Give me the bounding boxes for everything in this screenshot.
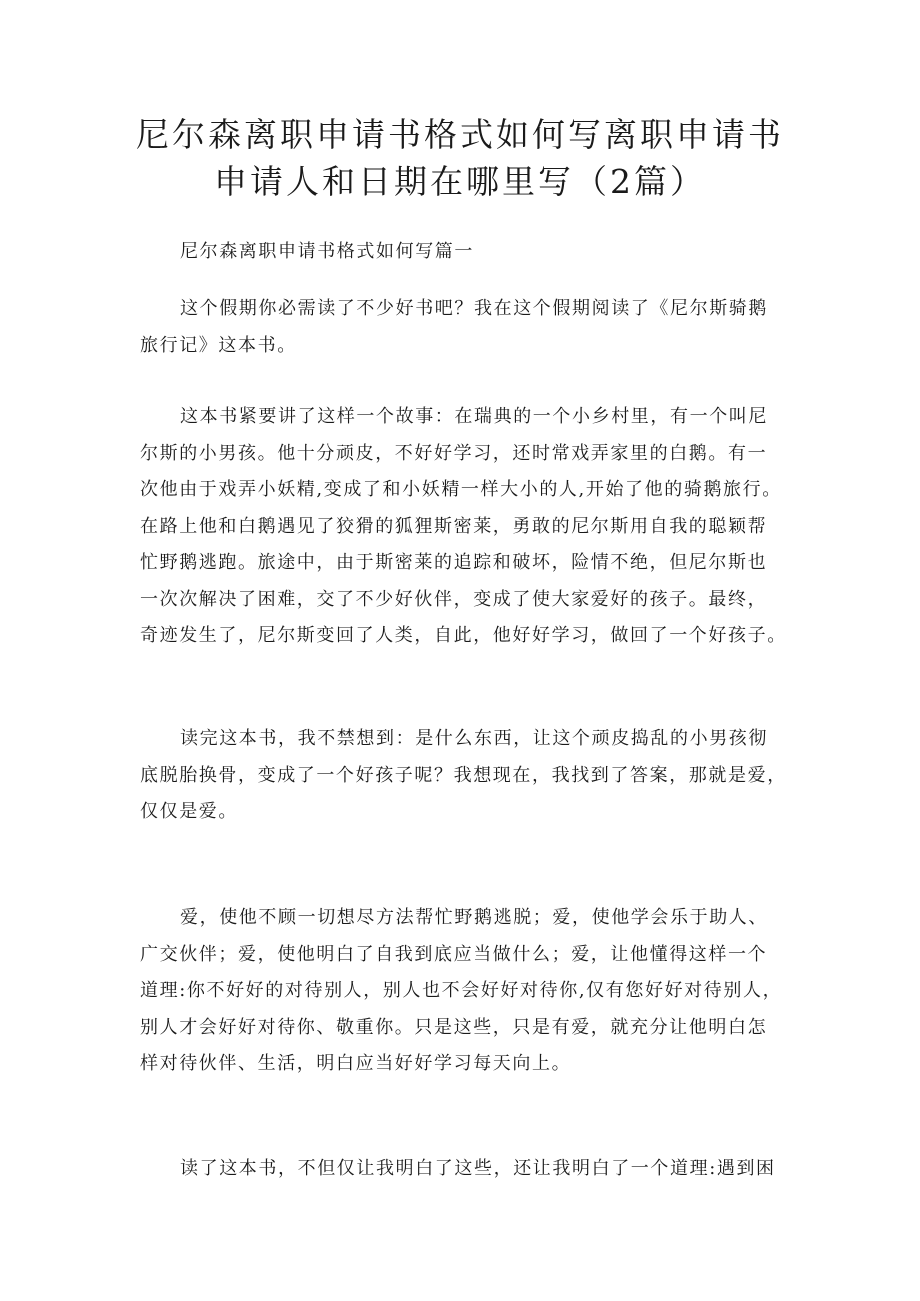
section-heading: 尼尔森离职申请书格式如何写篇一 (180, 241, 474, 262)
document-title-line-2: 申请人和日期在哪里写（2篇） (214, 162, 706, 201)
paragraph-line: 底脱胎换骨，变成了一个好孩子呢？我想现在，我找到了答案，那就是爱， (140, 764, 787, 786)
paragraph (140, 900, 800, 1083)
paragraph (140, 399, 800, 655)
paragraph (140, 721, 800, 831)
paragraph-line: 广交伙伴；爱，使他明白了自我到底应当做什么；爱，让他懂得这样一个 (140, 943, 768, 965)
paragraph-line: 旅行记》这本书。 (140, 334, 297, 356)
paragraph (140, 1151, 800, 1188)
paragraph-line: 样对待伙伴、生活，明白应当好好学习每天向上。 (140, 1053, 572, 1074)
paragraph-line: 一次次解决了困难，交了不少好伙伴，变成了使大家爱好的孩子。最终， (140, 588, 768, 610)
document-title-line-1: 尼尔森离职申请书格式如何写离职申请书 (136, 115, 784, 154)
paragraph-line: 忙野鹅逃跑。旅途中，由于斯密莱的追踪和破坏，险情不绝，但尼尔斯也 (140, 552, 768, 573)
paragraph-line: 次他由于戏弄小妖精,变成了和小妖精一样大小的人,开始了他的骑鹅旅行。 (140, 479, 782, 500)
paragraph-line: 读完这本书，我不禁想到：是什么东西，让这个顽皮捣乱的小男孩彻 (180, 728, 768, 749)
paragraph-line: 这本书紧要讲了这样一个故事：在瑞典的一个小乡村里，有一个叫尼 (180, 406, 768, 427)
paragraph-line: 读了这本书，不但仅让我明白了这些，还让我明白了一个道理:遇到困 (180, 1158, 776, 1179)
paragraph-line: 奇迹发生了，尼尔斯变回了人类，自此，他好好学习，做回了一个好孩子。 (140, 625, 787, 646)
paragraph-line: 尔斯的小男孩。他十分顽皮，不好好学习，还时常戏弄家里的白鹅。有一 (140, 442, 768, 464)
paragraph-line: 仅仅是爱。 (140, 801, 238, 822)
paragraph-line: 别人才会好好对待你、敬重你。只是这些，只是有爱，就充分让他明白怎 (140, 1016, 768, 1038)
paragraph-line: 在路上他和白鹅遇见了狡猾的狐狸斯密莱，勇敢的尼尔斯用自我的聪颖帮 (140, 515, 768, 537)
paragraph (140, 291, 800, 364)
paragraph-line: 爱，使他不顾一切想尽方法帮忙野鹅逃脱；爱，使他学会乐于助人、 (180, 907, 768, 928)
paragraph-line: 道理:你不好好的对待别人，别人也不会好好对待你,仅有您好好对待别人， (140, 980, 783, 1001)
paragraph-line: 这个假期你必需读了不少好书吧？我在这个假期阅读了《尼尔斯骑鹅 (180, 298, 768, 319)
